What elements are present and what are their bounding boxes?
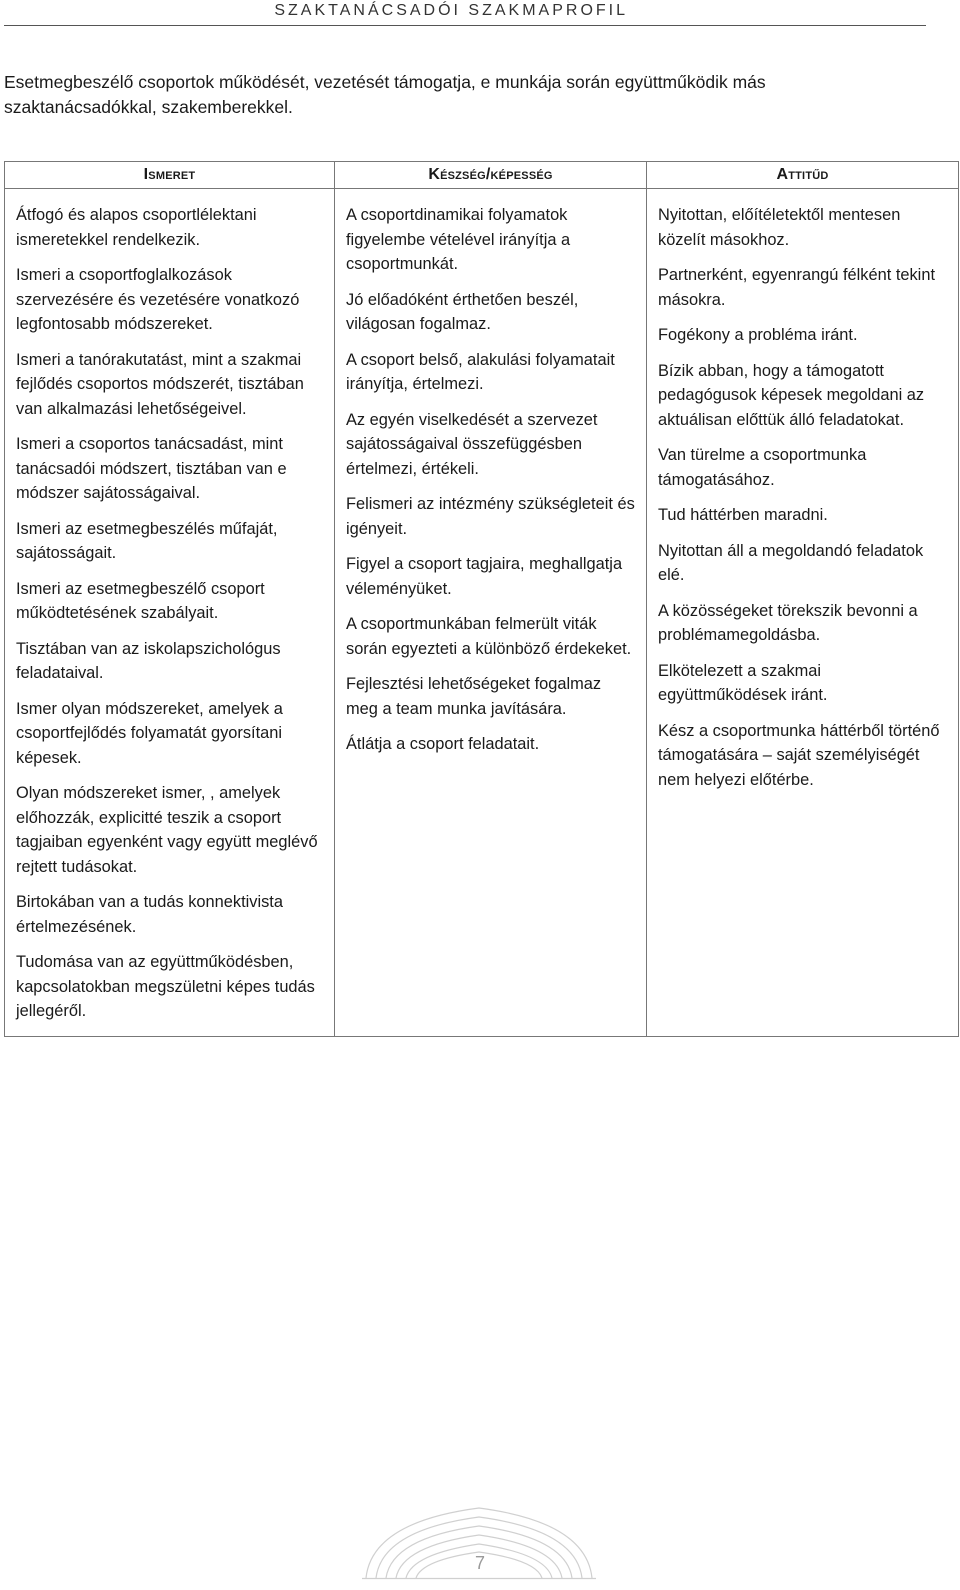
list-item: A csoport belső, alakulási folyamatait irányítja, értelmezi. [346,350,615,393]
page-number: 7 [474,1553,485,1573]
header-rule [4,25,926,26]
list-item: Jó előadóként érthetően beszél, világosan fogalmaz. [346,290,579,333]
header-title: SZAKTANÁCSADÓI SZAKMAPROFIL [274,2,628,19]
list-item: Ismeri az esetmegbeszélő csoport működtetésének szabályait. [16,579,265,622]
list-item: Ismeri a csoportos tanácsadást, mint tanácsadói módszert, tisztában van e módszer sajátosságaival. [16,435,287,502]
page-header [0,0,960,26]
list-item: A csoportdinamikai folyamatok figyelembe vételével irányítja a csoportmunkát. [346,206,571,273]
column-attitud [647,189,959,1037]
list-item: Ismeri a tanórakutatást, mint a szakmai fejlődés csoportos módszerét, tisztában van alkalmazási lehetőségeivel. [16,350,304,418]
column-header-keszseg: Készség/képesség [335,162,647,189]
table-header-row [5,162,959,189]
table-body-row [5,189,959,1037]
list-item: Fejlesztési lehetőségeket fogalmaz meg a team munka javítására. [346,675,602,718]
column-header-ismeret: Ismeret [5,162,335,189]
column-header-attitud: Attitűd [647,162,959,189]
list-item: Van türelme a csoportmunka támogatásához. [658,446,867,489]
intro-paragraph: Esetmegbeszélő csoportok működését, vezetését támogatja, e munkája során együttműködik más szaktanácsadókkal, szakemberekkel. [4,72,766,117]
list-item: Ismeri a csoportfoglalkozások szervezésére és vezetésére vonatkozó legfontosabb módszereket. [16,266,300,333]
list-item: Átfogó és alapos csoportlélektani ismeretekkel rendelkezik. [16,206,257,249]
list-item: Elkötelezett a szakmai együttműködések iránt. [658,661,828,704]
list-item: Fogékony a probléma iránt. [658,326,858,344]
list-item: A csoportmunkában felmerült viták során egyezteti a különböző érdekeket. [346,615,632,658]
list-item: Tudomása van az együttműködésben, kapcsolatokban megszületni képes tudás jellegéről. [16,953,315,1020]
list-item: Nyitottan, előítéletektől mentesen közelít másokhoz. [658,206,901,249]
list-item: Birtokában van a tudás konnektivista értelmezésének. [16,893,283,936]
list-item: Ismeri az esetmegbeszélés műfaját, sajátosságait. [16,519,278,562]
list-item: Az egyén viselkedését a szervezet sajátosságaival összefüggésben értelmezi, értékeli. [346,410,598,478]
column-ismeret [5,189,335,1037]
list-item: Kész a csoportmunka háttérből történő támogatására – saját személyiségét nem helyezi előtérbe. [658,721,940,789]
list-item: Bízik abban, hogy a támogatott pedagógusok képesek megoldani az aktuálisan előttük álló feladatokat. [658,361,925,429]
list-item: Ismer olyan módszereket, amelyek a csoportfejlődés folyamatát gyorsítani képesek. [16,699,283,767]
column-keszseg [335,189,647,1037]
list-item: Nyitottan áll a megoldandó feladatok elé. [658,541,924,584]
list-item: Tud háttérben maradni. [658,506,828,524]
list-item: Figyel a csoport tagjaira, meghallgatja véleményüket. [346,555,623,598]
list-item: A közösségeket törekszik bevonni a problémamegoldásba. [658,601,918,644]
list-item: Tisztában van az iskolapszichológus feladataival. [16,639,281,682]
competency-table [4,161,959,1037]
list-item: Átlátja a csoport feladatait. [346,735,540,753]
list-item: Olyan módszereket ismer, , amelyek előhozzák, explicitté teszik a csoport tagjaiban egyenként vagy együtt meglévő rejtett tudásokat. [16,784,318,876]
list-item: Partnerként, egyenrangú félként tekint másokra. [658,266,935,309]
list-item: Felismeri az intézmény szükségleteit és igényeit. [346,495,635,538]
